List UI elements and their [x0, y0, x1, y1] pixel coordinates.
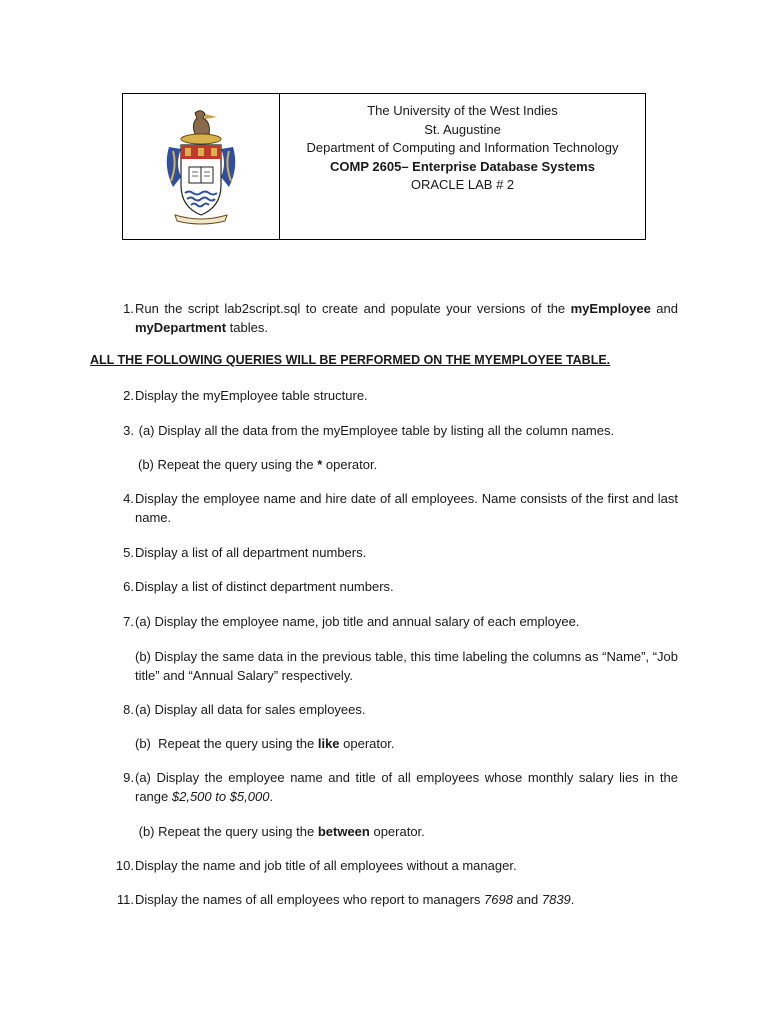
question-2: 2. Display the myEmployee table structure. — [123, 388, 368, 403]
header-table — [122, 93, 646, 240]
question-5: 5. Display a list of all department numbers. — [123, 545, 367, 560]
question-3a: 3. (a) Display all the data from the myEmployee table by listing all the column names. — [123, 423, 615, 438]
question-9a: 9. (a) Display the employee name and title of all employees whose monthly salary lies in the range $2,500 to $5,000. — [123, 770, 678, 804]
department-name: Department of Computing and Information Technology — [306, 140, 619, 156]
question-6: 6. Display a list of distinct department numbers. — [123, 579, 394, 594]
section-heading: ALL THE FOLLOWING QUERIES WILL BE PERFORMED ON THE MYEMPLOYEE TABLE. — [90, 353, 611, 367]
lab-title: ORACLE LAB # 2 — [410, 177, 515, 193]
university-name: The University of the West Indies — [367, 103, 558, 118]
question-8b: (b) Repeat the query using the like operator. — [135, 736, 395, 751]
question-7a: 7. (a) Display the employee name, job title and annual salary of each employee. — [123, 614, 580, 629]
question-4: 4. Display the employee name and hire date of all employees. Name consists of the first and last name. — [123, 491, 678, 525]
campus-name: St. Augustine — [424, 121, 501, 137]
question-8a: 8. (a) Display all data for sales employees. — [123, 702, 366, 717]
title-block — [280, 94, 645, 239]
course-title: COMP 2605– Enterprise Database Systems — [330, 158, 595, 174]
question-7b: (b) Display the same data in the previous table, this time labeling the columns as “Name”, “Job title” and “Annual Salary” respectively. — [135, 649, 678, 683]
logo-cell — [123, 94, 280, 239]
question-1: 1. Run the script lab2script.sql to create and populate your versions of the myEmployee and myDepartment tables. — [123, 301, 678, 335]
question-11: 11. Display the names of all employees who report to managers 7698 and 7839. — [116, 892, 575, 907]
uwi-crest-icon — [161, 107, 241, 227]
question-9b: (b) Repeat the query using the between operator. — [135, 824, 425, 839]
question-10: 10. Display the name and job title of all employees without a manager. — [115, 858, 517, 873]
question-3b: (b) Repeat the query using the * operator. — [138, 457, 378, 472]
